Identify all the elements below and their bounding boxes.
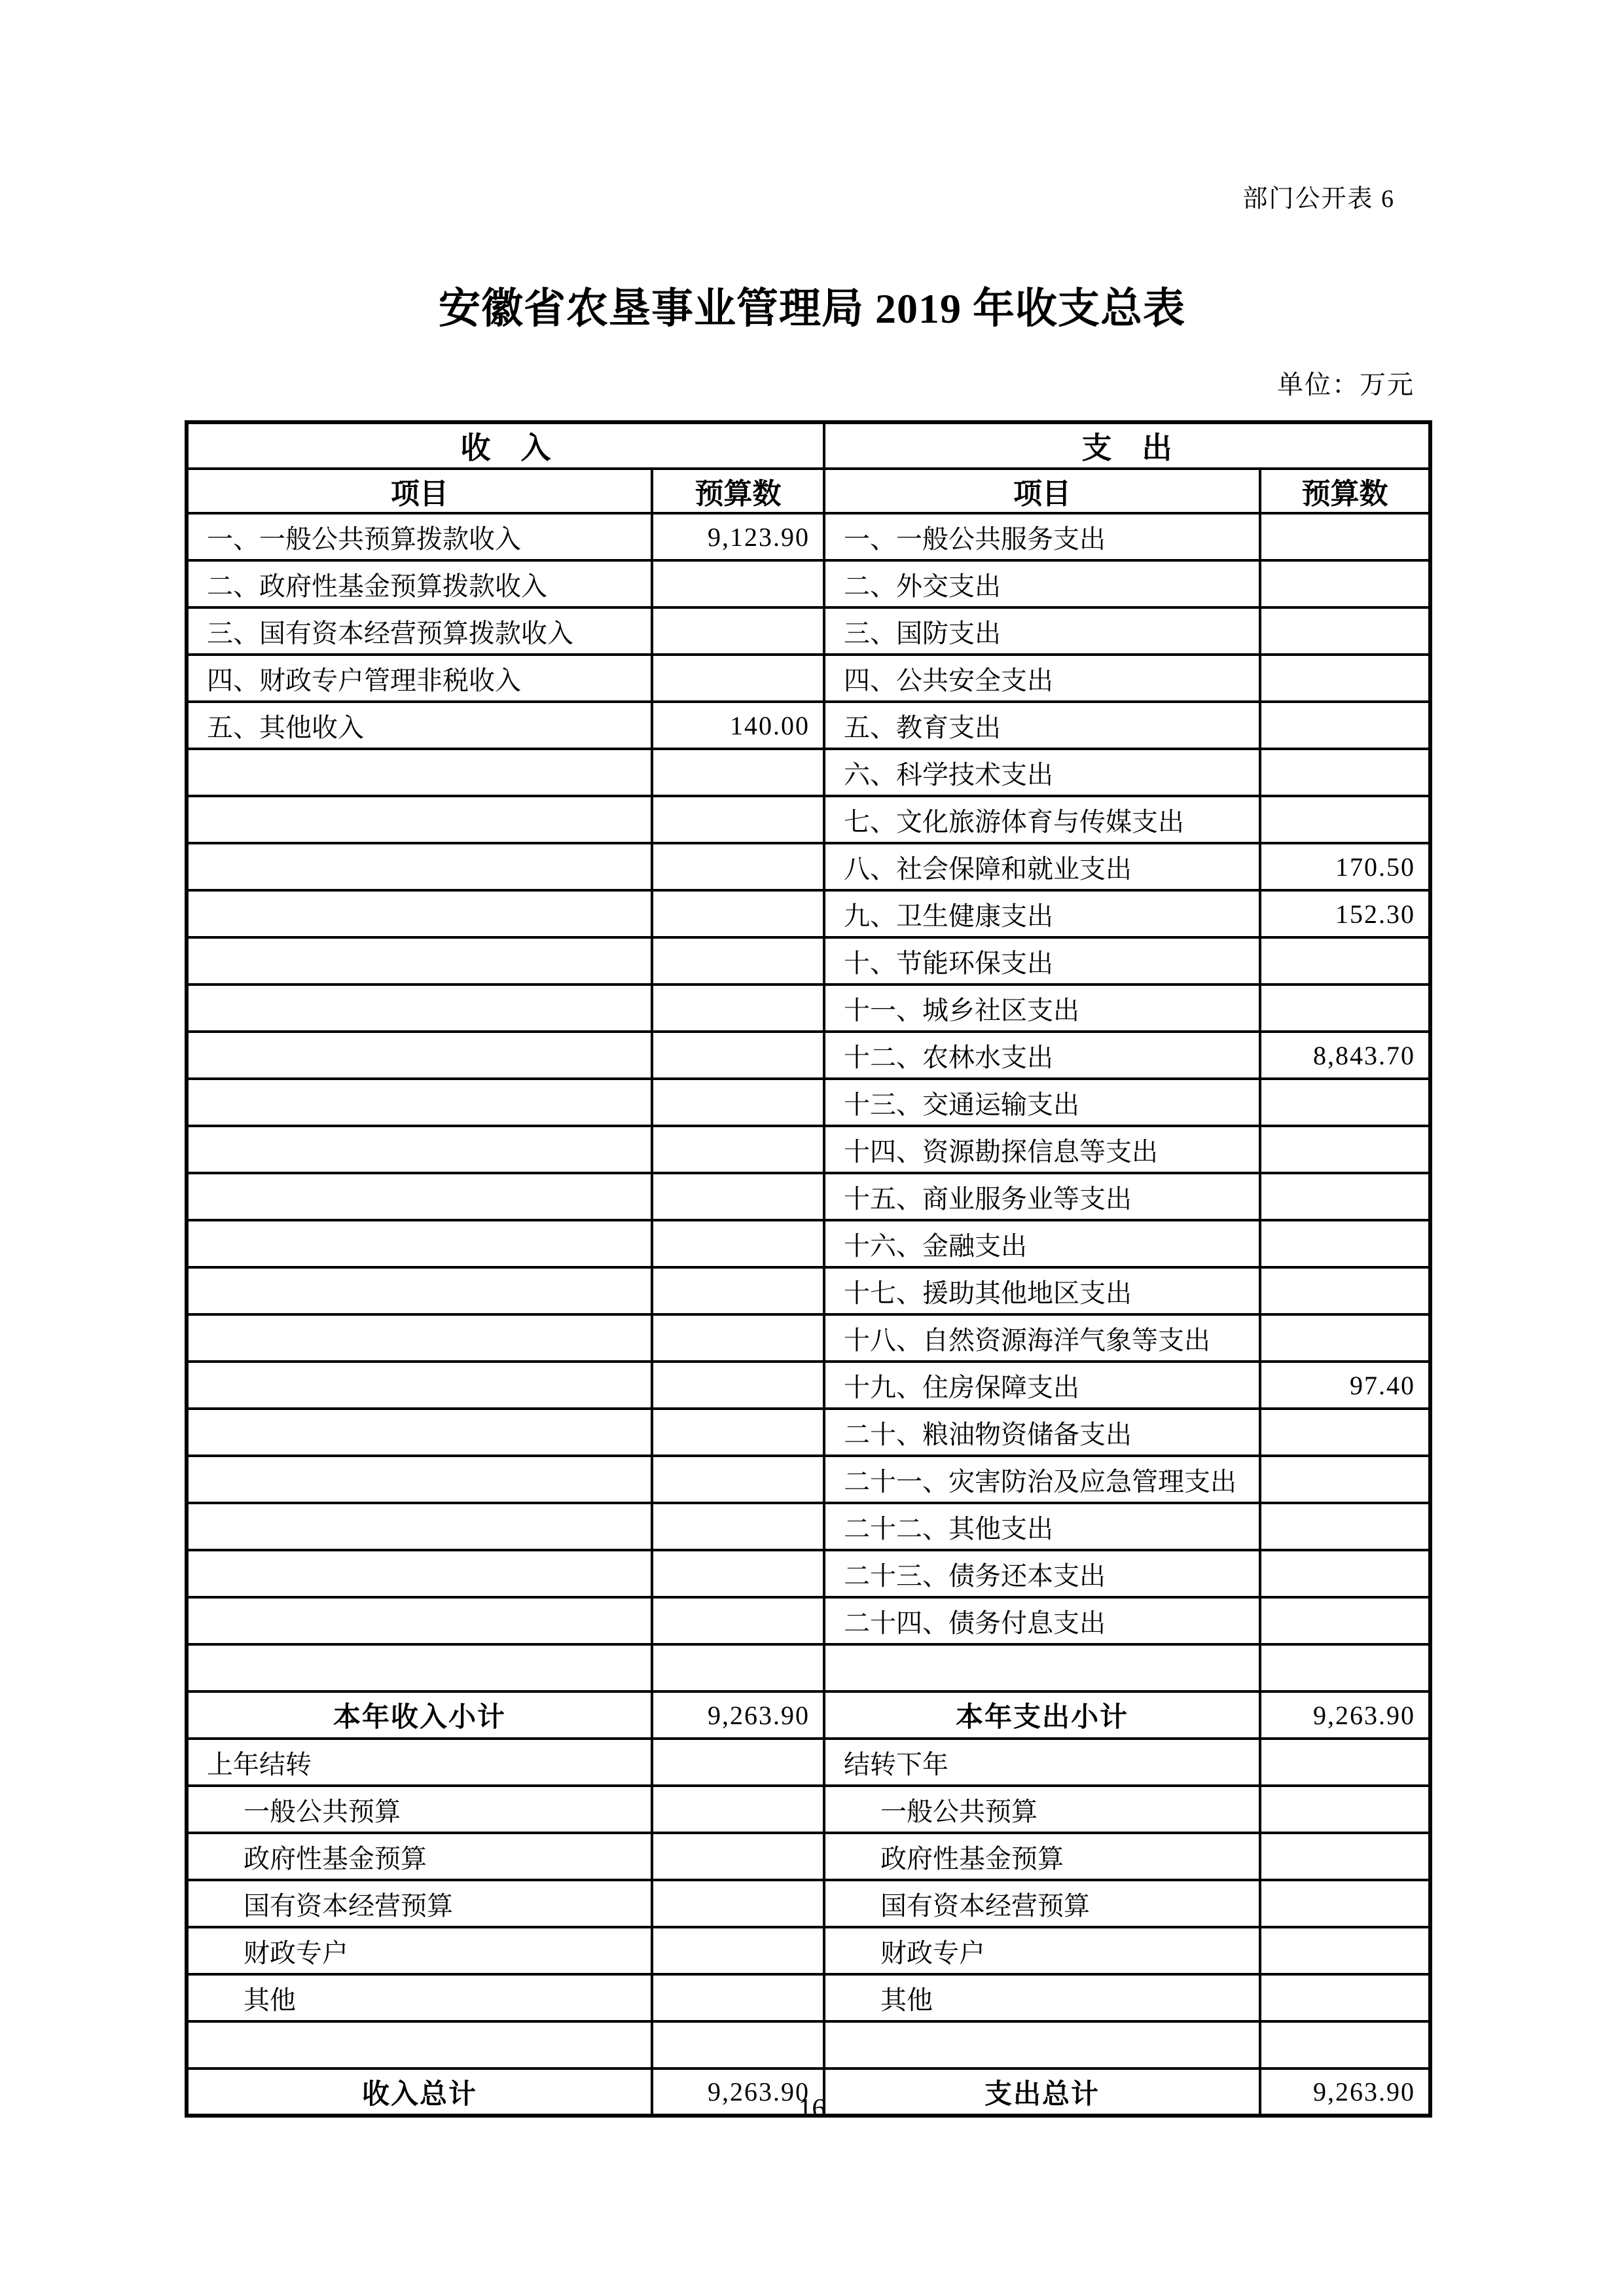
expense-section-header: 支 出 bbox=[824, 422, 1430, 469]
income-item-cell bbox=[187, 1362, 652, 1409]
table-row bbox=[187, 1456, 1430, 1503]
expense-item-cell: 二十三、债务还本支出 bbox=[824, 1550, 1260, 1597]
expense-item-cell: 十六、金融支出 bbox=[824, 1220, 1260, 1267]
table-row bbox=[187, 1927, 1430, 1974]
expense-value-cell: 97.40 bbox=[1260, 1362, 1430, 1409]
page-title: 安徽省农垦事业管理局 2019 年收支总表 bbox=[439, 285, 1185, 332]
income-item-cell bbox=[187, 1126, 652, 1173]
table-row bbox=[187, 1173, 1430, 1220]
expense-item-cell: 其他 bbox=[824, 1974, 1260, 2021]
expense-item-cell: 十九、住房保障支出 bbox=[824, 1362, 1260, 1409]
income-section-header: 收 入 bbox=[187, 422, 824, 469]
expense-value-cell bbox=[1260, 655, 1430, 702]
income-value-cell bbox=[652, 749, 824, 796]
income-item-cell: 其他 bbox=[187, 1974, 652, 2021]
expense-item-cell: 六、科学技术支出 bbox=[824, 749, 1260, 796]
income-value-cell bbox=[652, 1927, 824, 1974]
table-row bbox=[187, 1362, 1430, 1409]
income-value-cell bbox=[652, 1126, 824, 1173]
table-row bbox=[187, 1409, 1430, 1456]
table-row bbox=[187, 796, 1430, 843]
table-row bbox=[187, 702, 1430, 749]
expense-value-cell bbox=[1260, 2021, 1430, 2069]
expense-value-cell: 9,263.90 bbox=[1260, 2069, 1430, 2116]
income-item-cell: 四、财政专户管理非税收入 bbox=[187, 655, 652, 702]
income-item-cell bbox=[187, 890, 652, 937]
doc-label: 部门公开表 6 bbox=[1242, 185, 1395, 213]
expense-item-cell: 十一、城乡社区支出 bbox=[824, 985, 1260, 1032]
income-item-cell bbox=[187, 796, 652, 843]
table-row bbox=[187, 1833, 1430, 1880]
expense-item-column-header: 项目 bbox=[824, 469, 1260, 513]
income-value-cell bbox=[652, 2021, 824, 2069]
expense-value-cell bbox=[1260, 1644, 1430, 1691]
expense-value-cell bbox=[1260, 560, 1430, 607]
expense-value-cell bbox=[1260, 1173, 1430, 1220]
income-value-cell bbox=[652, 1267, 824, 1314]
expense-value-cell bbox=[1260, 1786, 1430, 1833]
table-row bbox=[187, 1314, 1430, 1362]
income-item-cell: 一、一般公共预算拨款收入 bbox=[187, 513, 652, 560]
income-item-cell: 五、其他收入 bbox=[187, 702, 652, 749]
income-item-cell: 二、政府性基金预算拨款收入 bbox=[187, 560, 652, 607]
expense-item-cell: 十五、商业服务业等支出 bbox=[824, 1173, 1260, 1220]
expense-value-cell bbox=[1260, 796, 1430, 843]
table-row bbox=[187, 560, 1430, 607]
expense-value-cell bbox=[1260, 1597, 1430, 1644]
expense-value-cell bbox=[1260, 1079, 1430, 1126]
income-item-cell bbox=[187, 985, 652, 1032]
expense-value-cell bbox=[1260, 607, 1430, 655]
expense-value-cell bbox=[1260, 749, 1430, 796]
income-value-cell: 140.00 bbox=[652, 702, 824, 749]
income-value-cell bbox=[652, 1597, 824, 1644]
expense-item-cell: 结转下年 bbox=[824, 1739, 1260, 1786]
table-row bbox=[187, 1691, 1430, 1739]
expense-value-cell: 152.30 bbox=[1260, 890, 1430, 937]
income-value-cell bbox=[652, 1456, 824, 1503]
income-item-cell: 本年收入小计 bbox=[187, 1691, 652, 1739]
expense-item-cell: 十、节能环保支出 bbox=[824, 937, 1260, 985]
income-item-cell bbox=[187, 1503, 652, 1550]
table-section-header-row bbox=[187, 422, 1430, 469]
expense-value-cell bbox=[1260, 1409, 1430, 1456]
expense-value-cell: 170.50 bbox=[1260, 843, 1430, 890]
income-item-cell bbox=[187, 1550, 652, 1597]
expense-item-cell: 七、文化旅游体育与传媒支出 bbox=[824, 796, 1260, 843]
expense-value-cell bbox=[1260, 1267, 1430, 1314]
income-value-cell bbox=[652, 796, 824, 843]
budget-table bbox=[185, 420, 1432, 2118]
table-row bbox=[187, 1644, 1430, 1691]
expense-item-cell: 国有资本经营预算 bbox=[824, 1880, 1260, 1927]
table-row bbox=[187, 1550, 1430, 1597]
income-value-cell bbox=[652, 1079, 824, 1126]
table-row bbox=[187, 1739, 1430, 1786]
expense-item-cell: 政府性基金预算 bbox=[824, 1833, 1260, 1880]
income-value-cell bbox=[652, 1974, 824, 2021]
income-value-cell bbox=[652, 607, 824, 655]
expense-item-cell: 二十、粮油物资储备支出 bbox=[824, 1409, 1260, 1456]
expense-item-cell: 二十二、其他支出 bbox=[824, 1503, 1260, 1550]
expense-item-cell: 十二、农林水支出 bbox=[824, 1032, 1260, 1079]
income-value-cell bbox=[652, 1833, 824, 1880]
expense-item-cell bbox=[824, 1644, 1260, 1691]
expense-value-cell bbox=[1260, 1739, 1430, 1786]
expense-value-cell: 8,843.70 bbox=[1260, 1032, 1430, 1079]
income-item-cell bbox=[187, 1032, 652, 1079]
expense-value-cell bbox=[1260, 1220, 1430, 1267]
income-item-cell bbox=[187, 1220, 652, 1267]
income-item-cell: 财政专户 bbox=[187, 1927, 652, 1974]
income-item-cell bbox=[187, 749, 652, 796]
expense-value-cell bbox=[1260, 1974, 1430, 2021]
income-value-cell bbox=[652, 1173, 824, 1220]
expense-item-cell: 十七、援助其他地区支出 bbox=[824, 1267, 1260, 1314]
income-item-cell: 政府性基金预算 bbox=[187, 1833, 652, 1880]
expense-value-cell bbox=[1260, 985, 1430, 1032]
table-row bbox=[187, 1503, 1430, 1550]
income-value-cell bbox=[652, 890, 824, 937]
table-row bbox=[187, 1267, 1430, 1314]
table-row bbox=[187, 607, 1430, 655]
income-value-cell bbox=[652, 1739, 824, 1786]
expense-value-cell bbox=[1260, 702, 1430, 749]
table-row bbox=[187, 843, 1430, 890]
expense-value-cell bbox=[1260, 1126, 1430, 1173]
table-row bbox=[187, 513, 1430, 560]
income-budget-column-header: 预算数 bbox=[652, 469, 824, 513]
income-item-cell: 收入总计 bbox=[187, 2069, 652, 2116]
table-row bbox=[187, 2021, 1430, 2069]
income-value-cell bbox=[652, 937, 824, 985]
table-row bbox=[187, 1032, 1430, 1079]
table-row bbox=[187, 749, 1430, 796]
income-item-cell bbox=[187, 1597, 652, 1644]
expense-item-cell: 四、公共安全支出 bbox=[824, 655, 1260, 702]
expense-item-cell: 十三、交通运输支出 bbox=[824, 1079, 1260, 1126]
unit-note: 单位：万元 bbox=[1277, 370, 1415, 399]
expense-item-cell: 本年支出小计 bbox=[824, 1691, 1260, 1739]
table-column-header-row bbox=[187, 469, 1430, 513]
expense-item-cell: 财政专户 bbox=[824, 1927, 1260, 1974]
table-row bbox=[187, 937, 1430, 985]
expense-budget-column-header: 预算数 bbox=[1260, 469, 1430, 513]
income-item-column-header: 项目 bbox=[187, 469, 652, 513]
income-value-cell bbox=[652, 1409, 824, 1456]
income-value-cell bbox=[652, 985, 824, 1032]
income-item-cell bbox=[187, 843, 652, 890]
table-row bbox=[187, 1220, 1430, 1267]
expense-item-cell: 支出总计 bbox=[824, 2069, 1260, 2116]
table-row bbox=[187, 890, 1430, 937]
income-value-cell bbox=[652, 1032, 824, 1079]
income-value-cell bbox=[652, 1550, 824, 1597]
expense-value-cell bbox=[1260, 937, 1430, 985]
income-value-cell: 9,263.90 bbox=[652, 1691, 824, 1739]
expense-item-cell: 十八、自然资源海洋气象等支出 bbox=[824, 1314, 1260, 1362]
expense-item-cell: 二、外交支出 bbox=[824, 560, 1260, 607]
expense-item-cell: 一、一般公共服务支出 bbox=[824, 513, 1260, 560]
income-value-cell bbox=[652, 1362, 824, 1409]
income-item-cell bbox=[187, 1267, 652, 1314]
income-item-cell: 国有资本经营预算 bbox=[187, 1880, 652, 1927]
income-item-cell bbox=[187, 1456, 652, 1503]
page-number: 16 bbox=[798, 2094, 826, 2124]
income-value-cell: 9,123.90 bbox=[652, 513, 824, 560]
income-value-cell bbox=[652, 1503, 824, 1550]
table-row bbox=[187, 985, 1430, 1032]
expense-value-cell bbox=[1260, 513, 1430, 560]
table-row bbox=[187, 1880, 1430, 1927]
income-value-cell bbox=[652, 1786, 824, 1833]
table-row bbox=[187, 1079, 1430, 1126]
expense-value-cell bbox=[1260, 1456, 1430, 1503]
income-item-cell: 一般公共预算 bbox=[187, 1786, 652, 1833]
expense-value-cell bbox=[1260, 1314, 1430, 1362]
expense-value-cell bbox=[1260, 1550, 1430, 1597]
income-item-cell: 上年结转 bbox=[187, 1739, 652, 1786]
income-value-cell bbox=[652, 1314, 824, 1362]
expense-item-cell: 五、教育支出 bbox=[824, 702, 1260, 749]
expense-item-cell: 八、社会保障和就业支出 bbox=[824, 843, 1260, 890]
income-value-cell bbox=[652, 843, 824, 890]
income-item-cell: 三、国有资本经营预算拨款收入 bbox=[187, 607, 652, 655]
expense-value-cell bbox=[1260, 1927, 1430, 1974]
table-row bbox=[187, 1126, 1430, 1173]
expense-value-cell bbox=[1260, 1833, 1430, 1880]
income-value-cell bbox=[652, 1220, 824, 1267]
income-item-cell bbox=[187, 937, 652, 985]
table-row bbox=[187, 1786, 1430, 1833]
expense-item-cell: 三、国防支出 bbox=[824, 607, 1260, 655]
expense-value-cell bbox=[1260, 1880, 1430, 1927]
income-value-cell bbox=[652, 655, 824, 702]
income-item-cell bbox=[187, 1644, 652, 1691]
expense-item-cell: 一般公共预算 bbox=[824, 1786, 1260, 1833]
income-item-cell bbox=[187, 1409, 652, 1456]
expense-item-cell: 九、卫生健康支出 bbox=[824, 890, 1260, 937]
income-value-cell bbox=[652, 1644, 824, 1691]
expense-item-cell: 十四、资源勘探信息等支出 bbox=[824, 1126, 1260, 1173]
table-row bbox=[187, 1974, 1430, 2021]
expense-value-cell: 9,263.90 bbox=[1260, 1691, 1430, 1739]
income-item-cell bbox=[187, 1173, 652, 1220]
income-item-cell bbox=[187, 1314, 652, 1362]
income-value-cell bbox=[652, 560, 824, 607]
income-item-cell bbox=[187, 1079, 652, 1126]
table-row bbox=[187, 655, 1430, 702]
expense-item-cell: 二十四、债务付息支出 bbox=[824, 1597, 1260, 1644]
expense-item-cell: 二十一、灾害防治及应急管理支出 bbox=[824, 1456, 1260, 1503]
expense-item-cell bbox=[824, 2021, 1260, 2069]
income-item-cell bbox=[187, 2021, 652, 2069]
income-value-cell: 9,263.90 bbox=[652, 2069, 824, 2116]
table-row bbox=[187, 1597, 1430, 1644]
income-value-cell bbox=[652, 1880, 824, 1927]
expense-value-cell bbox=[1260, 1503, 1430, 1550]
